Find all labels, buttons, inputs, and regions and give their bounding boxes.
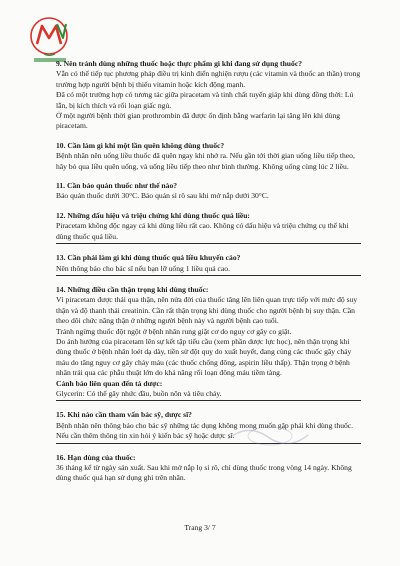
section-paragraph: Tránh ngừng thuốc đột ngột ở bệnh nhân rung giật cơ do nguy cơ gây co giật.: [56, 326, 292, 336]
section-title: 9. Nên tránh dùng những thuốc hoặc thực phẩm gì khi đang sử dụng thuốc?: [56, 59, 302, 68]
page-number: Trang 3/ 7: [184, 523, 216, 532]
section-14: [56, 285, 361, 401]
section-paragraph: Đã có một trường hợp có tương tác giữa piracetam và tinh chất tuyến giáp khi dùng đồng thời: Lú lẫn, bị kích thích và rối loạn giấc ngủ.: [56, 90, 354, 110]
section-12: [56, 211, 361, 244]
section-title: 13. Cần phải làm gì khi dùng thuốc quá liều khuyến cáo?: [56, 253, 241, 263]
section-paragraph: Bảo quản thuốc dưới 30°C. Bảo quản sỉ rô sau khi mở nắp dưới 30°C.: [56, 191, 269, 201]
section-paragraph: Bệnh nhân nên uống liều thuốc đã quên ngay khi nhớ ra. Nếu gần tới thời gian uống liều tiếp theo, hãy bỏ qua liều quên uống, và uống liều tiếp theo như bình thường. Không uống cùng lúc 2 liều.: [56, 151, 355, 171]
logo-mark-icon: [28, 14, 74, 64]
section-paragraph: Bệnh nhân nên thông báo cho bác sỹ những tác dụng không mong muốn gặp phải khi dùng thuốc.: [56, 420, 354, 430]
section-paragraph: Do ảnh hưởng của piracetam lên sự kết tập tiểu cầu (xem phần dược lực học), nên thận trọng khi dùng thuốc ở bệnh nhân loét dạ dày, tiền sử đột quỵ do xuất huyết, đang cùng các thuốc gây chảy máu do tăng nguy cơ gây chảy máu (các thuốc chống đông, aspirin liều thấp). Thận trọng ở bệnh nhân trải qua các phẫu thuật lớn do khả năng rối loạn đông máu tiềm tàng.: [56, 336, 352, 378]
section-9: [56, 59, 361, 132]
section-paragraph: Nên thông báo cho bác sĩ nếu bạn lỡ uống 1 liều quá cao.: [56, 264, 361, 276]
excipient-warning-text: Glycerin: Có thể gây nhức đầu, buồn nôn và tiêu chảy.: [56, 389, 361, 401]
section-15: [56, 410, 361, 443]
excipient-warning-title: Cảnh báo liên quan đến tá dược:: [56, 378, 163, 388]
section-paragraph: Vẫn có thể tiếp tục phương pháp điều trị kinh điển nghiện rượu (các vitamin và thuốc an thần) trong trường hợp người bệnh bị thiếu vitamin hoặc kích động mạnh.: [56, 69, 361, 89]
section-title: 14. Những điều cần thận trọng khi dùng thuốc:: [56, 284, 209, 294]
section-title: 10. Cần làm gì khi một lần quên không dùng thuốc?: [56, 140, 225, 150]
section-paragraph: 36 tháng kể từ ngày sản xuất. Sau khi mở nắp lọ sỉ rô, chỉ dùng thuốc trong vòng 14 ngày. Không dùng thuốc quá hạn sử dụng ghi trên nhãn.: [56, 463, 352, 483]
section-paragraph: Vì piracetam được thải qua thận, nên nửa đời của thuốc tăng lên liên quan trực tiếp với mức độ suy thận và độ thanh thải creatinin. Cần rất thận trọng khi dùng thuốc cho người bệnh bị suy thận. Cần theo dõi chức năng thận ở những người bệnh này và người bệnh cao tuổi.: [56, 295, 358, 326]
section-10: [56, 141, 361, 172]
section-11: [56, 181, 361, 202]
section-paragraph: Nếu cần thêm thông tin xin hỏi ý kiến bác sỹ hoặc dược sĩ.: [56, 431, 361, 443]
section-paragraph: Ở một người bệnh thời gian prothrombin đã được ổn định bằng warfarin lại tăng lên khi dùng piracetam.: [56, 111, 341, 131]
section-title: 16. Hạn dùng của thuốc:: [56, 452, 136, 462]
section-title: 12. Những dấu hiệu và triệu chứng khi dùng thuốc quá liều:: [56, 210, 250, 220]
section-16: [56, 453, 361, 484]
section-13: [56, 253, 361, 276]
section-title: 11. Cần bảo quản thuốc như thế nào?: [56, 181, 178, 191]
section-paragraph: Piracetam không độc ngay cả khi dùng liều rất cao. Không có dấu hiệu và triệu chứng cụ thể khi dùng thuốc quá liều.: [56, 221, 361, 244]
pharmacy-logo: [28, 14, 74, 64]
section-title: 15. Khi nào cần tham vấn bác sỹ, dược sĩ?: [56, 410, 192, 420]
leaflet-content: [56, 59, 361, 484]
